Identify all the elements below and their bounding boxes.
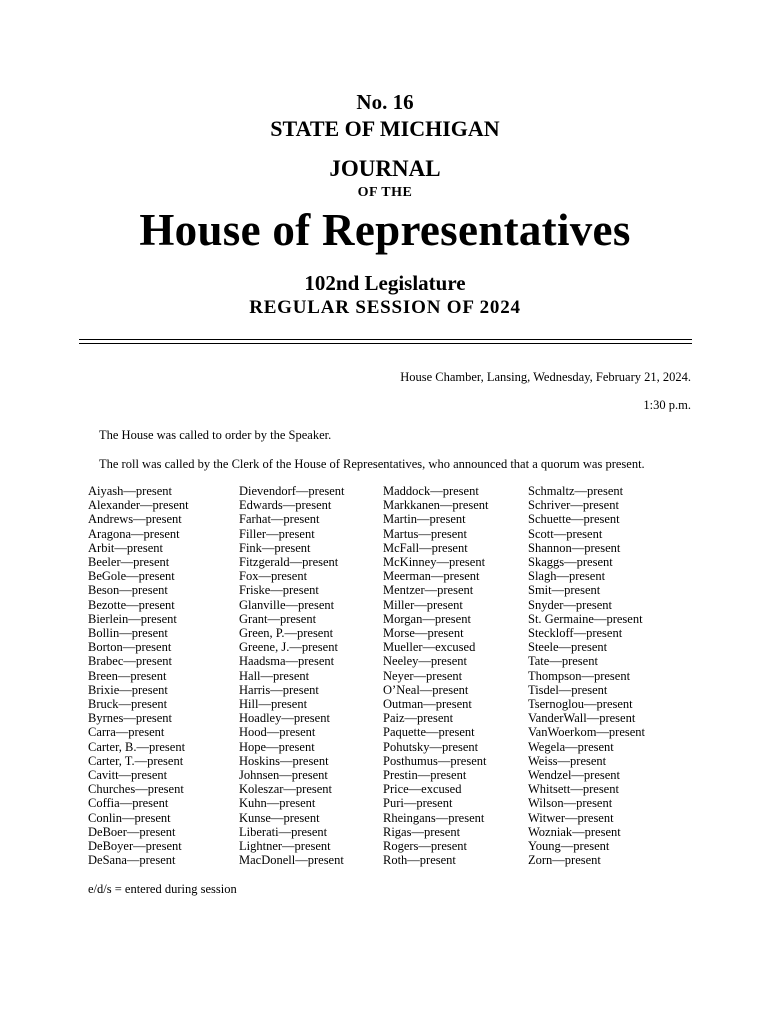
state-name: STATE OF MICHIGAN	[270, 116, 500, 141]
roll-entry: Haadsma—present	[239, 654, 335, 669]
of-the-heading: OF THE	[357, 185, 413, 200]
roll-entry: Paiz—present	[383, 711, 454, 726]
roll-entry: Schriver—present	[528, 498, 619, 513]
divider-top	[79, 339, 692, 340]
roll-entry: Kuhn—present	[239, 796, 316, 811]
roll-entry: McFall—present	[383, 540, 468, 555]
roll-entry: Edwards—present	[239, 498, 332, 513]
legislature-heading: 102nd Legislature	[304, 271, 466, 295]
roll-entry: St. Germaine—present	[528, 611, 643, 626]
roll-entry: Lightner—present	[239, 839, 331, 854]
roll-entry: Bollin—present	[88, 626, 168, 641]
roll-entry: Dievendorf—present	[239, 484, 345, 498]
called-to-order-text: The House was called to order by the Speaker.	[99, 428, 332, 442]
roll-entry: Tsernoglou—present	[528, 697, 633, 712]
roll-entry: Maddock—present	[383, 484, 479, 498]
roll-entry: DeBoer—present	[88, 824, 176, 839]
roll-entry: Aiyash—present	[88, 484, 173, 498]
roll-entry: Witwer—present	[528, 810, 614, 825]
roll-entry: Schmaltz—present	[528, 484, 624, 498]
roll-entry: Morgan—present	[383, 611, 471, 626]
roll-entry: DeBoyer—present	[88, 839, 182, 854]
roll-entry: Martin—present	[383, 512, 466, 527]
roll-entry: Morse—present	[383, 626, 464, 641]
roll-entry: Greene, J.—present	[239, 640, 338, 655]
roll-entry: Liberati—present	[239, 824, 328, 839]
roll-entry: Wozniak—present	[528, 824, 621, 839]
roll-entry: Wendzel—present	[528, 768, 621, 783]
roll-call-text: The roll was called by the Clerk of the House of Representatives, who announced that a quorum was present.	[99, 457, 645, 471]
roll-entry: Alexander—present	[88, 498, 189, 513]
roll-entry: Hoskins—present	[239, 753, 329, 768]
roll-entry: Kunse—present	[239, 810, 320, 825]
roll-entry: Roth—present	[383, 853, 456, 868]
roll-entry: Fitzgerald—present	[239, 555, 339, 570]
roll-entry: Puri—present	[383, 796, 453, 811]
roll-entry: Filler—present	[239, 526, 315, 541]
roll-entry: MacDonell—present	[239, 853, 344, 868]
roll-entry: Bierlein—present	[88, 611, 177, 626]
roll-entry: Beeler—present	[88, 555, 170, 570]
roll-entry: Posthumus—present	[383, 753, 487, 768]
roll-entry: Carter, B.—present	[88, 739, 186, 754]
roll-entry: Neyer—present	[383, 668, 463, 683]
roll-entry: Churches—present	[88, 782, 184, 797]
roll-entry: Mueller—excused	[383, 640, 476, 655]
roll-entry: VanderWall—present	[528, 711, 636, 726]
roll-entry: Markkanen—present	[383, 498, 489, 513]
roll-entry: O’Neal—present	[383, 682, 469, 697]
roll-entry: Miller—present	[383, 597, 463, 612]
roll-entry: Snyder—present	[528, 597, 613, 612]
roll-entry: Carter, T.—present	[88, 753, 184, 768]
roll-entry: Steele—present	[528, 640, 608, 655]
roll-entry: Borton—present	[88, 640, 172, 655]
roll-entry: Steckloff—present	[528, 626, 623, 641]
roll-entry: Prestin—present	[383, 768, 467, 783]
roll-entry: Beson—present	[88, 583, 168, 598]
roll-entry: Whitsett—present	[528, 782, 619, 797]
roll-column-1	[88, 484, 189, 867]
roll-entry: Shannon—present	[528, 540, 621, 555]
roll-entry: Schuette—present	[528, 512, 620, 527]
roll-entry: Bruck—present	[88, 697, 168, 712]
roll-entry: Scott—present	[528, 526, 603, 541]
roll-column-2	[239, 484, 345, 867]
roll-entry: Harris—present	[239, 682, 319, 697]
roll-entry: Rheingans—present	[383, 810, 485, 825]
meeting-place-date: House Chamber, Lansing, Wednesday, February 21, 2024.	[400, 370, 691, 384]
roll-entry: Aragona—present	[88, 526, 180, 541]
roll-entry: Johnsen—present	[239, 768, 328, 783]
roll-entry: DeSana—present	[88, 853, 176, 868]
session-heading: REGULAR SESSION OF 2024	[249, 297, 521, 318]
roll-entry: Andrews—present	[88, 512, 182, 527]
roll-entry: Paquette—present	[383, 725, 475, 740]
roll-entry: Pohutsky—present	[383, 739, 479, 754]
roll-entry: Wilson—present	[528, 796, 613, 811]
roll-entry: Arbit—present	[88, 540, 163, 555]
roll-entry: Rigas—present	[383, 824, 461, 839]
roll-entry: Fink—present	[239, 540, 311, 555]
roll-entry: Friske—present	[239, 583, 319, 598]
divider-bottom	[79, 343, 692, 344]
roll-column-4	[528, 484, 645, 867]
roll-entry: Hall—present	[239, 668, 310, 683]
roll-call-list	[0, 484, 770, 874]
page-title: House of Representatives	[139, 205, 631, 255]
roll-entry: Grant—present	[239, 611, 317, 626]
footnote: e/d/s = entered during session	[88, 882, 237, 896]
roll-entry: Hill—present	[239, 697, 308, 712]
roll-entry: Young—present	[528, 839, 610, 854]
roll-entry: Farhat—present	[239, 512, 320, 527]
roll-entry: Breen—present	[88, 668, 167, 683]
roll-entry: Tate—present	[528, 654, 598, 669]
roll-entry: Hood—present	[239, 725, 316, 740]
roll-entry: Cavitt—present	[88, 768, 168, 783]
roll-entry: Hoadley—present	[239, 711, 330, 726]
roll-entry: Rogers—present	[383, 839, 468, 854]
journal-number: No. 16	[356, 90, 414, 114]
meeting-time: 1:30 p.m.	[643, 398, 691, 412]
roll-entry: BeGole—present	[88, 569, 175, 584]
roll-entry: Conlin—present	[88, 810, 171, 825]
roll-entry: Koleszar—present	[239, 782, 333, 797]
roll-entry: Neeley—present	[383, 654, 467, 669]
roll-entry: Meerman—present	[383, 569, 480, 584]
roll-entry: Fox—present	[239, 569, 308, 584]
roll-entry: Weiss—present	[528, 753, 607, 768]
roll-column-3	[383, 484, 489, 867]
roll-entry: VanWoerkom—present	[528, 725, 646, 740]
roll-entry: Green, P.—present	[239, 626, 334, 641]
roll-entry: Skaggs—present	[528, 555, 613, 570]
roll-entry: Mentzer—present	[383, 583, 474, 598]
roll-entry: McKinney—present	[383, 555, 486, 570]
roll-entry: Tisdel—present	[528, 682, 608, 697]
roll-entry: Glanville—present	[239, 597, 335, 612]
roll-entry: Price—excused	[383, 782, 462, 797]
roll-entry: Brabec—present	[88, 654, 172, 669]
roll-entry: Bezotte—present	[88, 597, 175, 612]
roll-entry: Brixie—present	[88, 682, 168, 697]
roll-entry: Coffia—present	[88, 796, 169, 811]
roll-entry: Zorn—present	[528, 853, 601, 868]
roll-entry: Byrnes—present	[88, 711, 173, 726]
roll-entry: Thompson—present	[528, 668, 631, 683]
roll-entry: Martus—present	[383, 526, 468, 541]
roll-entry: Carra—present	[88, 725, 165, 740]
roll-entry: Smit—present	[528, 583, 601, 598]
journal-heading: JOURNAL	[329, 156, 441, 181]
roll-entry: Wegela—present	[528, 739, 614, 754]
roll-entry: Slagh—present	[528, 569, 606, 584]
roll-entry: Outman—present	[383, 697, 472, 712]
roll-entry: Hope—present	[239, 739, 315, 754]
